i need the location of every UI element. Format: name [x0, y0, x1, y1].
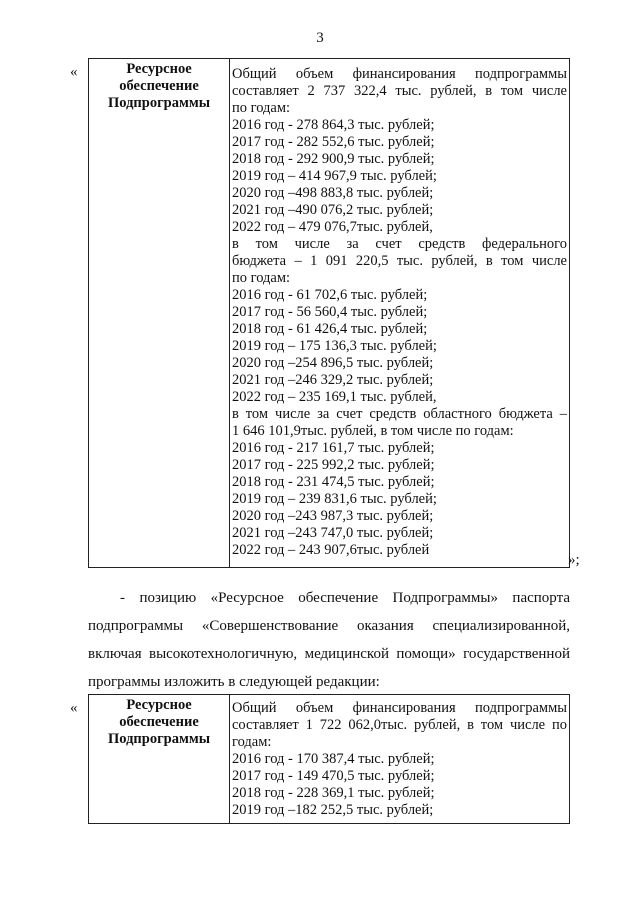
table1-text-line: 2020 год –243 987,3 тыс. рублей; [232, 508, 434, 524]
table1-text-line: 2022 год – 243 907,6тыс. рублей [232, 542, 430, 558]
table1-label-cell [89, 59, 230, 568]
table1-text-line: 2019 год – 414 967,9 тыс. рублей; [232, 168, 437, 184]
table1-label-line: Подпрограммы [107, 95, 211, 111]
table1-text-line: 2020 год –498 883,8 тыс. рублей; [232, 185, 434, 201]
paragraph-line: программы изложить в следующей редакции: [88, 674, 380, 690]
paragraph-line: - позицию «Ресурсное обеспечение Подпрограммы» паспорта [120, 590, 570, 606]
page-number: 3 [316, 30, 324, 46]
table1-text-line: 2019 год – 239 831,6 тыс. рублей; [232, 491, 437, 507]
table2-text-line: 2019 год –182 252,5 тыс. рублей; [232, 802, 434, 818]
table2-text-line: 2017 год - 149 470,5 тыс. рублей; [232, 768, 435, 784]
table1-text-line: 2018 год - 231 474,5 тыс. рублей; [232, 474, 435, 490]
table1-text-line: 2021 год –243 747,0 тыс. рублей; [232, 525, 434, 541]
table1-text-line: 2022 год – 479 076,7тыс. рублей, [232, 219, 433, 235]
table1-text-line: составляет 2 737 322,4 тыс. рублей, в том числе [232, 83, 567, 99]
table1-text-line: бюджета – 1 091 220,5 тыс. рублей, в том числе [232, 253, 567, 269]
table1-text-line: 2020 год –254 896,5 тыс. рублей; [232, 355, 434, 371]
table1-text-line: 1 646 101,9тыс. рублей, в том числе по годам: [232, 423, 514, 439]
table2-text-line: годам: [232, 734, 272, 750]
table1-text-line: 2016 год - 61 702,6 тыс. рублей; [232, 287, 428, 303]
table1-text-line: 2016 год - 278 864,3 тыс. рублей; [232, 117, 435, 133]
paragraph-line: подпрограммы «Совершенствование оказания специализированной, [88, 618, 570, 634]
table1-text-line: по годам: [232, 100, 291, 116]
table2-text-cell [230, 695, 570, 824]
table1-text-line: Общий объем финансирования подпрограммы [232, 66, 567, 82]
closing-quote-1: »; [568, 552, 580, 568]
table1-text-line: 2017 год - 282 552,6 тыс. рублей; [232, 134, 435, 150]
table1-text-cell [230, 59, 570, 568]
table1-text-line: в том числе за счет средств федерального [232, 236, 567, 252]
table1-text-line: 2018 год - 292 900,9 тыс. рублей; [232, 151, 435, 167]
opening-quote-1: « [70, 64, 78, 80]
table1-text-line: 2019 год – 175 136,3 тыс. рублей; [232, 338, 437, 354]
table2-label-line: Ресурсное [126, 697, 192, 713]
table2-label-line: Подпрограммы [107, 731, 211, 747]
table1-text-line: 2018 год - 61 426,4 тыс. рублей; [232, 321, 428, 337]
amendment-paragraph [88, 584, 570, 696]
table2-label-cell [89, 695, 230, 824]
table1-text-line: в том числе за счет средств областного бюджета – [232, 406, 567, 422]
paragraph-line: включая высокотехнологичную, медицинской помощи» государственной [88, 646, 570, 662]
table1-text-line: 2022 год – 235 169,1 тыс. рублей, [232, 389, 437, 405]
table1-label-line: обеспечение [119, 78, 199, 94]
resource-table-1 [88, 58, 570, 568]
opening-quote-2: « [70, 700, 78, 716]
table2-label-line: обеспечение [119, 714, 199, 730]
resource-table-2 [88, 694, 570, 824]
table2-text-line: составляет 1 722 062,0тыс. рублей, в том числе по [232, 717, 567, 733]
table1-text-line: 2017 год - 225 992,2 тыс. рублей; [232, 457, 435, 473]
table1-text-line: 2016 год - 217 161,7 тыс. рублей; [232, 440, 435, 456]
table1-text-line: 2021 год –490 076,2 тыс. рублей; [232, 202, 434, 218]
table1-text-line: 2021 год –246 329,2 тыс. рублей; [232, 372, 434, 388]
table1-label-line: Ресурсное [126, 61, 192, 77]
table1-text-line: 2017 год - 56 560,4 тыс. рублей; [232, 304, 428, 320]
table2-text-line: Общий объем финансирования подпрограммы [232, 700, 567, 716]
table2-text-line: 2018 год - 228 369,1 тыс. рублей; [232, 785, 435, 801]
table2-text-line: 2016 год - 170 387,4 тыс. рублей; [232, 751, 435, 767]
table1-text-line: по годам: [232, 270, 291, 286]
